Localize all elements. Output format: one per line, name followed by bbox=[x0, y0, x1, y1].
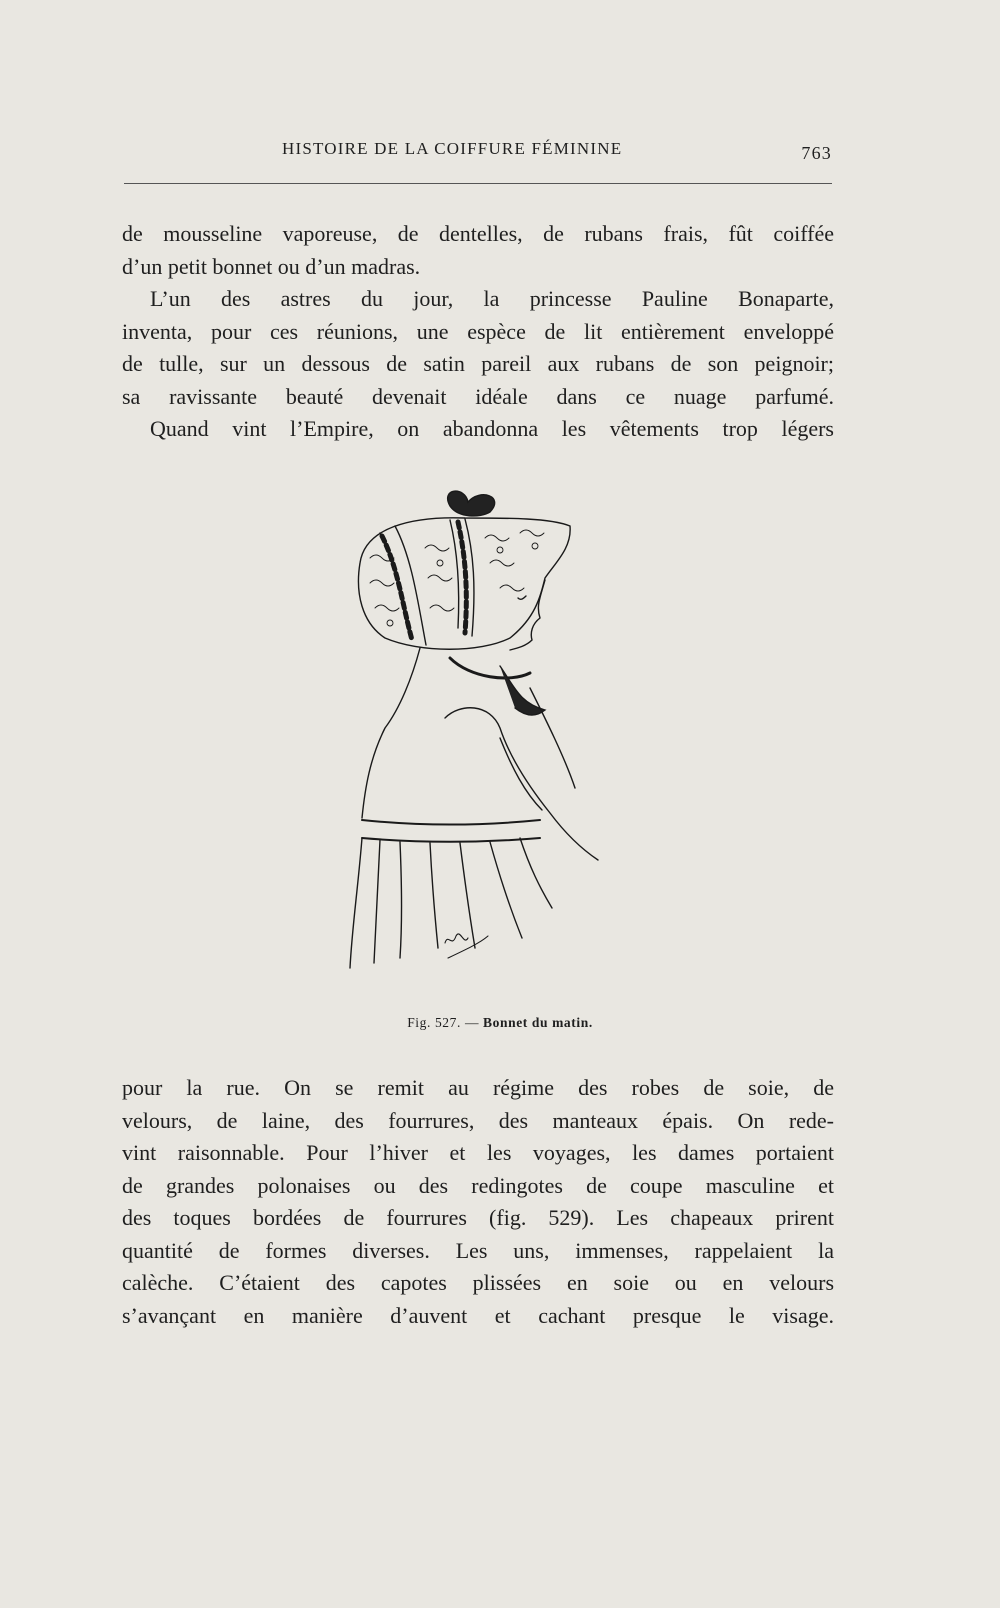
running-title: HISTOIRE DE LA COIFFURE FÉMININE bbox=[282, 139, 623, 158]
text-line: d’un petit bonnet ou d’un madras. bbox=[122, 253, 421, 279]
text-line: quantité de formes diverses. Les uns, immenses, rappelaient la bbox=[122, 1237, 834, 1263]
text-line: inventa, pour ces réunions, une espèce de lit entièrement enveloppé bbox=[122, 318, 834, 344]
figure-caption bbox=[0, 1015, 1000, 1031]
text-line: sa ravissante beauté devenait idéale dans ce nuage parfumé. bbox=[122, 383, 834, 409]
text-line: des toques bordées de fourrures (fig. 529). Les chapeaux prirent bbox=[122, 1205, 834, 1230]
figure-number: Fig. 527. — bbox=[407, 1015, 480, 1030]
text-line: velours, de laine, des fourrures, des manteaux épais. On rede- bbox=[122, 1107, 834, 1133]
paragraph-pauline bbox=[122, 283, 834, 413]
bonnet-illustration bbox=[340, 488, 630, 998]
paragraph-empire bbox=[122, 413, 834, 446]
paragraph-bottom bbox=[122, 1072, 834, 1332]
text-line: de mousseline vaporeuse, de dentelles, de rubans frais, fût coiffée bbox=[122, 221, 834, 246]
figure-title: Bonnet du matin. bbox=[483, 1015, 593, 1030]
header-rule bbox=[124, 183, 832, 184]
text-line: Quand vint l’Empire, on abandonna les vêtements trop légers bbox=[150, 416, 834, 441]
running-head bbox=[124, 137, 832, 163]
text-line: vint raisonnable. Pour l’hiver et les voyages, les dames portaient bbox=[122, 1140, 834, 1165]
text-line: L’un des astres du jour, la princesse Pauline Bonaparte, bbox=[150, 286, 834, 311]
text-line: s’avançant en manière d’auvent et cachant presque le visage. bbox=[122, 1302, 834, 1328]
text-line: de grandes polonaises ou des redingotes de coupe masculine et bbox=[122, 1172, 834, 1198]
text-line: de tulle, sur un dessous de satin pareil aux rubans de son peignoir; bbox=[122, 351, 834, 376]
paragraph-top bbox=[122, 218, 834, 283]
text-line: pour la rue. On se remit au régime des robes de soie, de bbox=[122, 1075, 834, 1100]
page-number: 763 bbox=[801, 143, 832, 163]
text-line: calèche. C’étaient des capotes plissées en soie ou en velours bbox=[122, 1270, 834, 1295]
